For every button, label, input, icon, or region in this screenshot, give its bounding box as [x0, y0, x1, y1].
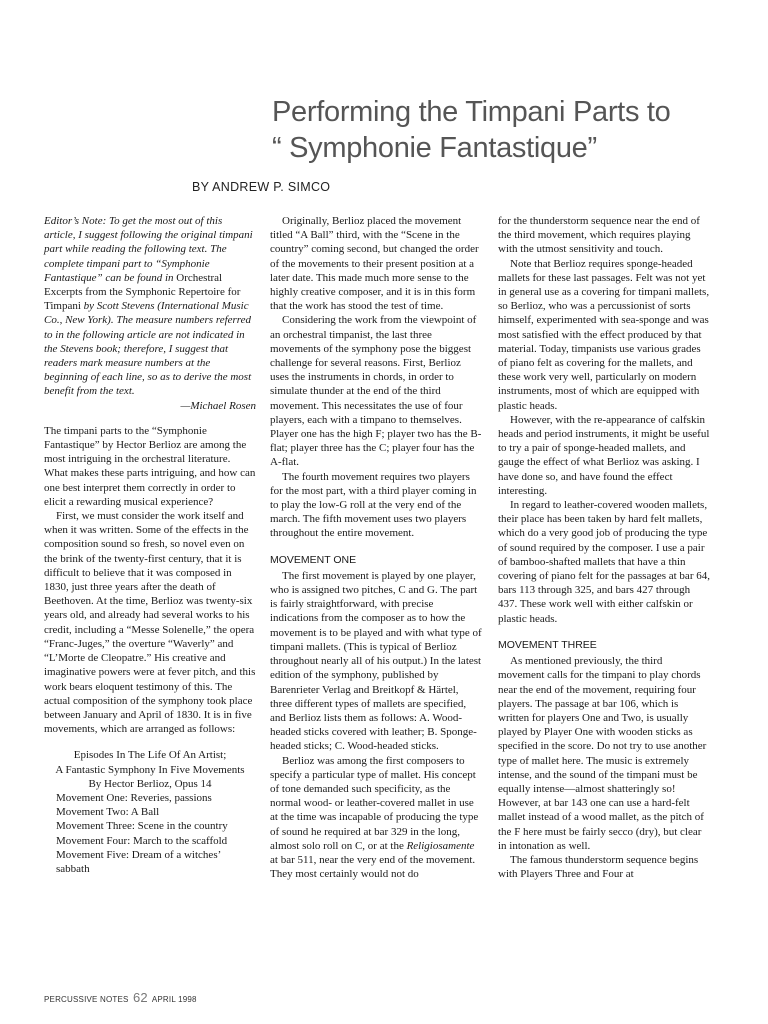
- paragraph: for the thunderstorm sequence near the end of the third movement, which requires playing with the utmost sensitivity and touch.: [498, 215, 700, 256]
- paragraph: However, with the re-appearance of calfskin heads and period instruments, it might be useful to try a pair of sponge-headed mallets, and gauge the effect of what Berlioz was asking. I have done so, and have found the effect interesting.: [498, 413, 710, 497]
- byline: BY ANDREW P. SIMCO: [192, 180, 331, 194]
- paragraph: The first movement is played by one player, who is assigned two pitches, C and G. The part is fairly straightforward, with precise indications from the composer as to how the movement is to be played and with what type of timpani mallets. (This is typical of Berlioz throughout nearly all of his output.) In the latest edition of the symphony, published by Barenrieter Verlag and Breitkopf & Härtel, three different types of mallets are specified, and Berlioz lists them as follows: A. Wood-headed sticks covered with leather; B. Sponge-headed sticks; C. Wood-headed sticks.: [270, 569, 482, 753]
- editor-note: [44, 214, 256, 399]
- paragraph: Note that Berlioz requires sponge-headed mallets for these last passages. Felt was not yet in general use as a covering for timpani mallets, so Berlioz, who was a percussionist of sorts himself, experimented with sea-sponge and was most satisfied with the effect produced by that material. Today, timpanists use various grades of piano felt as covering for the mallets, and these work very well, particularly on modern instruments, most of which are equipped with plastic heads.: [498, 257, 710, 412]
- page-number: 62: [133, 990, 148, 1005]
- paragraph-text: at bar 511, near the very end of the movement. They most certainly would not do: [270, 853, 476, 881]
- paragraph: Considering the work from the viewpoint of an orchestral timpanist, the last three movements of the symphony pose the biggest challenge for several reasons. First, Berlioz uses the instruments in chords, in order to simulate thunder at the end of the third movement. This necessitates the use of four players, each with a timpano to themselves. Player one has the high F; player two has the B-flat; player three has the C; player four has the A-flat.: [270, 314, 482, 469]
- italic-term: Religiosamente: [406, 839, 475, 852]
- paragraph: In regard to leather-covered wooden mallets, their place has been taken by hard felt mallets, which do a very good job of producing the type of sound required by the composer. I use a pair of bamboo-shafted mallets that have a thin covering of piano felt for the passages at bar 64, bars 113 through 325, and bars 427 through 437. These work well with either calfskin or plastic heads.: [498, 499, 710, 625]
- section-heading-movement-three: MOVEMENT THREE: [498, 638, 597, 651]
- paragraph: The fourth movement requires two players for the most part, with a third player coming in to play the low-G roll at the very end of the march. The fifth movement uses two players throughout the entire movement.: [270, 470, 477, 540]
- list-item: A Fantastic Symphony In Five Movements: [55, 763, 245, 776]
- paragraph: First, we must consider the work itself and when it was written. Some of the effects in the composition sound so fresh, so novel even on the brink of the twenty-first century, that it is difficult to believe that it was composed in 1830, just three years after the death of Beethoven. At the time, Berlioz was twenty-six years old, and already had several works to his credit, including a “Messe Solenelle,” the opera “Franc-Juges,” the overture “Waverly” and “L’Morte de Cleopatre.” His creative and imaginative powers were at fever pitch, and this work bears eloquent testimony of this. The actual composition of the symphony took place between January and April of 1830. It is in five movements, which are arranged as follows:: [44, 510, 256, 736]
- column-1: [44, 214, 256, 876]
- section-heading-movement-one: MOVEMENT ONE: [270, 553, 357, 566]
- movement-list: [44, 748, 256, 876]
- editor-note-text-c: by Scott Stevens (International Music Co., New York). The measure numbers referred to in the following article are not indicated in the Stevens book; therefore, I suggest that readers mark measure numbers at the beginning of each line, so as to derive the most benefit from the text.: [44, 300, 252, 398]
- paragraph: The timpani parts to the “Symphonie Fantastique” by Hector Berlioz are among the most intriguing in the orchestral literature. What makes these parts intriguing, and how can one best interpret them correctly in order to elicit a rewarding musical experience?: [44, 424, 256, 508]
- article-title: [272, 94, 732, 166]
- publication-name: PERCUSSIVE NOTES: [44, 995, 129, 1004]
- list-item: Movement Four: March to the scaffold: [56, 834, 228, 847]
- list-item: Movement Five: Dream of a witches’ sabbath: [56, 848, 221, 875]
- paragraph-text: Berlioz was among the first composers to specify a particular type of mallet. His concept of tone demanded such specificity, as the normal wood- or leather-covered mallet in use at the time was incapable of producing the type of sound he required at bar 329 in the long, almost solo roll on C, or at the: [270, 754, 479, 852]
- paragraph: [270, 754, 482, 882]
- paragraph: As mentioned previously, the third movement calls for the timpani to play chords near the end of the movement, requiring four players. The passage at bar 106, which is written for players One and Two, is usually played by Player One with wooden sticks as specified in the score. Do not try to use another type of mallet here. The music is extremely intense, and the sound of the timpani must be equally intense—almost shatteringly so! However, at bar 143 one can use a hard-felt mallet instead of a wood mallet, as the pitch of the F here must be fairly secco (dry), but clear in intonation as well.: [498, 655, 707, 852]
- paragraph: Originally, Berlioz placed the movement titled “A Ball” third, with the “Scene in the country” coming second, but changed the order of the movements to their present position at a later date. This made much more sense to the highly creative composer, and it is in this form that the work has stood the test of time.: [270, 215, 479, 313]
- page-footer: [44, 990, 197, 1005]
- paragraph: The famous thunderstorm sequence begins with Players Three and Four at: [498, 853, 699, 881]
- column-3: [498, 214, 710, 881]
- editor-note-text-a: Editor’s Note: To get the most out of this article, I suggest following the original timpani part while reading the following text. The complete timpani part to “Symphonie Fantastique” can be found in: [44, 215, 253, 284]
- editor-note-signature: —Michael Rosen: [180, 399, 256, 412]
- list-item: By Hector Berlioz, Opus 14: [88, 777, 212, 790]
- list-item: Movement Three: Scene in the country: [56, 820, 228, 833]
- article-title-line-1: Performing the Timpani Parts to: [272, 96, 671, 128]
- list-item: Movement One: Reveries, passions: [56, 791, 212, 804]
- column-2: [270, 214, 482, 881]
- list-item: Episodes In The Life Of An Artist;: [73, 749, 227, 762]
- issue-date: APRIL 1998: [151, 995, 197, 1004]
- editor-note-book-title: Orchestral Excerpts from the Symphonic Repertoire for Timpani: [44, 271, 241, 313]
- article-title-line-2: “ Symphonie Fantastique”: [272, 132, 597, 164]
- list-item: Movement Two: A Ball: [56, 806, 160, 819]
